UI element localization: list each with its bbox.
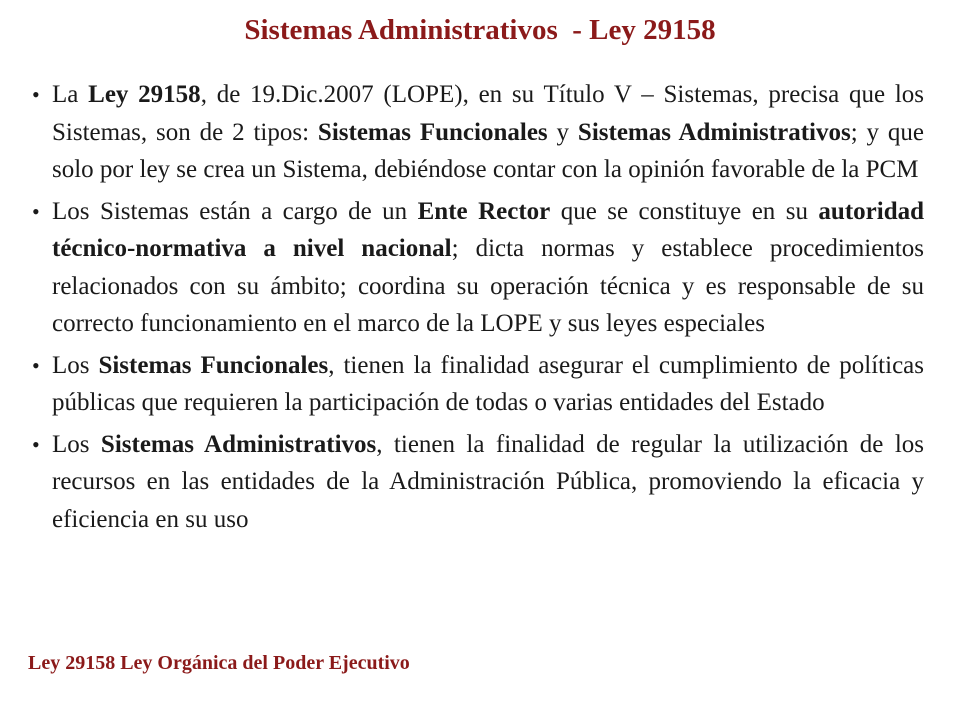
bold-term: Ley 29158 bbox=[88, 81, 201, 108]
text-run: La bbox=[52, 81, 89, 108]
slide-title: Sistemas Administrativos - Ley 29158 bbox=[244, 14, 716, 46]
text-run: , de 19.Dic.2007 (LOPE), en su Título V – Sistemas, precisa que los Sistemas, son de 2 tipos: bbox=[52, 81, 924, 146]
bold-term: Sistemas Funcionales bbox=[98, 351, 329, 379]
bold-term: Sistemas Administrativos bbox=[577, 118, 851, 146]
bullet-list bbox=[32, 76, 924, 542]
text-run: Los bbox=[52, 351, 99, 379]
bullet-icon: • bbox=[32, 82, 40, 107]
text-run: , tienen la finalidad asegurar el cumplimiento de políticas públicas que requieren la participación de todas o varias entidades del Estado bbox=[52, 351, 924, 416]
bullet-text-2 bbox=[52, 198, 924, 338]
footer-source: Ley 29158 Ley Orgánica del Poder Ejecutivo bbox=[28, 652, 410, 674]
bold-term: Sistemas Administrativos bbox=[100, 430, 377, 458]
text-run: ; dicta normas y establece procedimientos relacionados con su ámbito; coordina su operación técnica y es responsable de su correcto funcionamiento en el marco de la LOPE y sus leyes especiales bbox=[52, 235, 925, 337]
bullet-icon: • bbox=[32, 352, 40, 378]
bold-term: autoridad técnico-normativa a nivel nacional bbox=[52, 197, 925, 262]
bullet-item-1 bbox=[32, 76, 924, 189]
bold-term: Sistemas Funcionales bbox=[317, 118, 548, 146]
text-run: Los bbox=[52, 430, 101, 458]
bullet-item-3 bbox=[32, 347, 924, 422]
bullet-item-2 bbox=[32, 193, 924, 343]
text-run: que se constituye en su bbox=[550, 197, 819, 225]
bold-term: Ente Rector bbox=[417, 197, 551, 225]
bullet-item-4 bbox=[32, 426, 924, 539]
text-run: Los Sistemas están a cargo de un bbox=[52, 197, 418, 225]
text-run: y bbox=[547, 118, 578, 146]
bullet-text-3 bbox=[52, 352, 924, 417]
bullet-icon: • bbox=[32, 431, 40, 457]
bullet-text-1 bbox=[52, 81, 924, 183]
bullet-text-4 bbox=[52, 431, 924, 533]
bullet-icon: • bbox=[32, 198, 40, 224]
text-run: ; y que solo por ley se crea un Sistema, debiéndose contar con la opinión favorable de la PCM bbox=[52, 118, 924, 183]
text-run: , tienen la finalidad de regular la utilización de los recursos en las entidades de la Administración Pública, promoviendo la eficacia y eficiencia en su uso bbox=[52, 430, 924, 533]
